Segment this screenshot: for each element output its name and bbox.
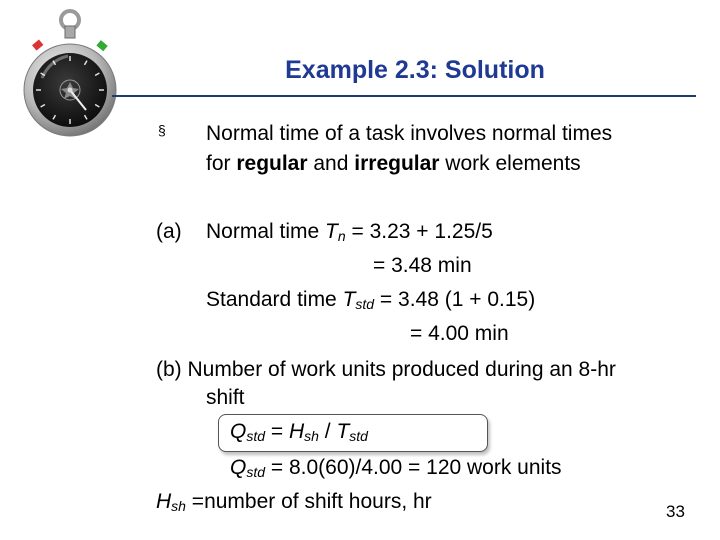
bullet-marker: § (158, 122, 166, 138)
footnote-definition: $H_{sh}$ =number of shift hours, hr (156, 490, 432, 514)
page-number: 33 (666, 502, 685, 521)
output-rate-formula: $Q_{std} = H_{sh} / T_{std}$ (230, 420, 368, 444)
normal-time-equation: Normal time $T_n = 3.23 + 1.25/5$ (206, 220, 493, 244)
bullet-bold-regular: regular (236, 152, 308, 175)
bullet-bold-irregular: irregular (354, 152, 440, 175)
standard-time-result: = 4.00 min (410, 322, 509, 345)
part-b-line-1: (b) Number of work units produced during an 8-hr (156, 358, 616, 381)
bullet-line-2: for regular and irregular work elements (206, 152, 581, 175)
part-b-line-2: shift (206, 386, 245, 409)
slide-title: Example 2.3: Solution (285, 56, 545, 84)
output-calculation: $Q_{std} = 8.0(60)/4.00 = 120$ work units (230, 456, 562, 480)
normal-time-result: = 3.48 min (373, 254, 472, 277)
stopwatch-icon (20, 8, 120, 138)
part-a-label: (a) (156, 220, 182, 243)
standard-time-equation: Standard time $T_{std} = 3.48$ (1 + 0.15) (206, 288, 536, 312)
bullet-line-1: Normal time of a task involves normal times (206, 122, 613, 145)
title-divider (112, 95, 696, 97)
